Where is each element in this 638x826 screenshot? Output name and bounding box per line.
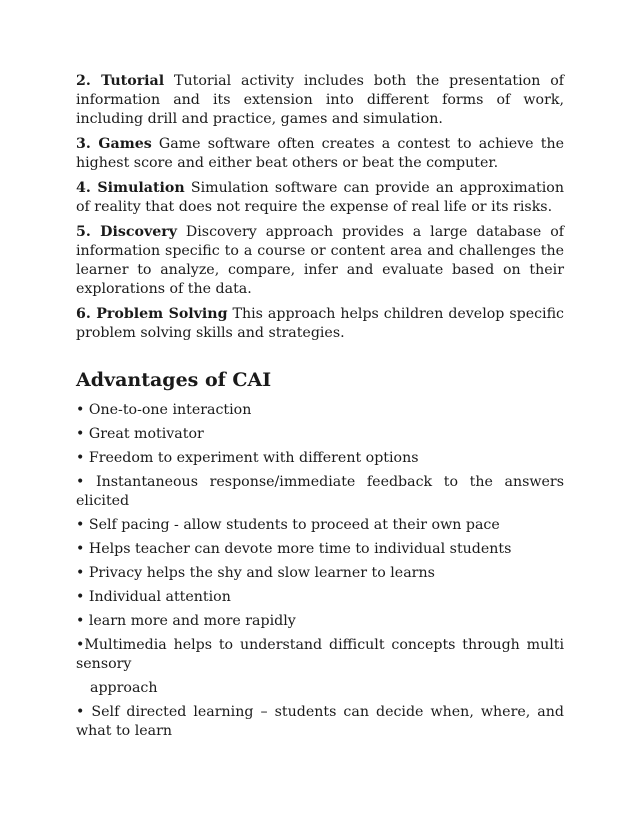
section-paragraph <box>76 135 564 173</box>
section-body: Tutorial activity includes both the presentation of information and its extension into different forms of work, including drill and practice, games and simulation. <box>76 73 564 127</box>
section-heading: 6. Problem Solving <box>76 306 228 322</box>
advantage-item: • One-to-one interaction <box>76 402 252 418</box>
section-body: Simulation software can provide an approximation of reality that does not require the expense of real life or its risks. <box>76 180 564 215</box>
advantages-list <box>76 401 564 741</box>
advantages-heading: Advantages of CAI <box>76 369 272 391</box>
section-paragraph <box>76 305 564 343</box>
advantage-item: • Self directed learning – students can decide when, where, and what to learn <box>76 704 564 739</box>
advantage-item: • Great motivator <box>76 426 204 442</box>
advantage-item: • Freedom to experiment with different options <box>76 450 419 466</box>
advantage-item: • Individual attention <box>76 589 231 605</box>
section-heading: 2. Tutorial <box>76 73 165 89</box>
section-body: Game software often creates a contest to achieve the highest score and either beat others or beat the computer. <box>76 136 564 171</box>
section-heading: 5. Discovery <box>76 224 177 240</box>
advantage-item: • Self pacing - allow students to proceed at their own pace <box>76 517 500 533</box>
advantage-item: •Multimedia helps to understand difficult concepts through multi sensory <box>76 637 564 672</box>
section-paragraph <box>76 223 564 299</box>
advantage-item: approach <box>90 680 158 696</box>
cai-types-list <box>76 72 564 343</box>
section-body: This approach helps children develop specific problem solving skills and strategies. <box>76 306 564 341</box>
section-heading: 4. Simulation <box>76 180 185 196</box>
section-paragraph <box>76 72 564 129</box>
advantage-item: • learn more and more rapidly <box>76 613 296 629</box>
section-paragraph <box>76 179 564 217</box>
section-body: Discovery approach provides a large database of information specific to a course or content area and challenges the learner to analyze, compare, infer and evaluate based on their explorations of the data. <box>76 224 564 297</box>
document-page <box>76 72 564 746</box>
section-heading: 3. Games <box>76 136 152 152</box>
advantage-item: • Instantaneous response/immediate feedback to the answers elicited <box>76 474 564 509</box>
advantage-item: • Privacy helps the shy and slow learner to learns <box>76 565 435 581</box>
advantage-item: • Helps teacher can devote more time to individual students <box>76 541 512 557</box>
